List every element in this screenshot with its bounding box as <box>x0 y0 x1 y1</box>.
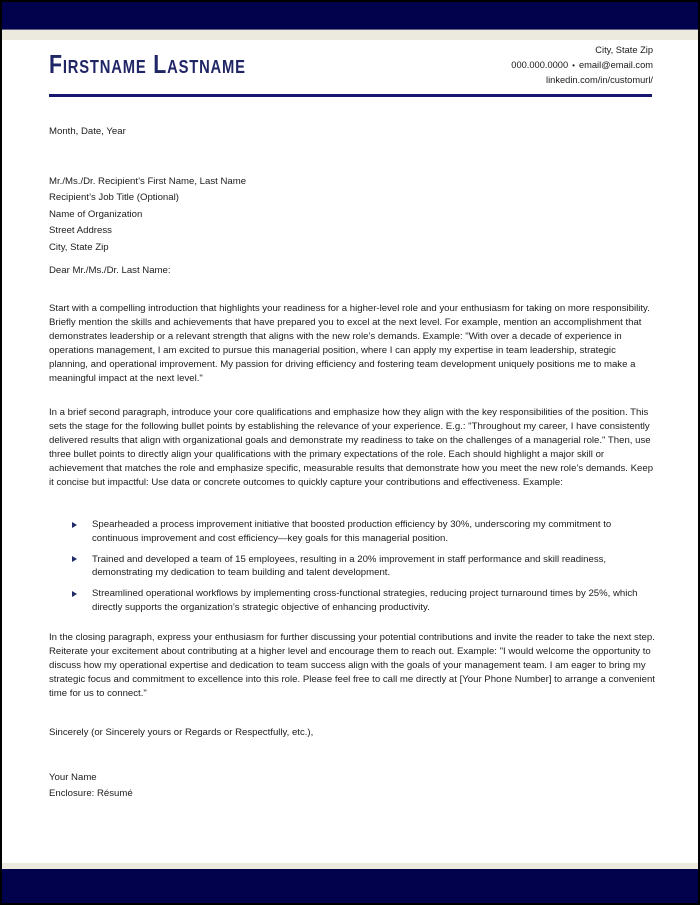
signoff-line: Sincerely (or Sincerely yours or Regards or Respectfully, etc.), <box>49 727 314 738</box>
last-name-text: Lastname <box>153 49 246 79</box>
contact-phone: 000.000.0000 <box>511 60 569 70</box>
signature-name: Your Name <box>49 772 97 783</box>
contact-linkedin: linkedin.com/in/customurl/ <box>546 75 653 85</box>
header-divider-rule <box>49 94 652 97</box>
closing-paragraph: In the closing paragraph, express your enthusiasm for further discussing your potential contributions and invite the reader to take the next step. Reiterate your excitement about contributing at a higher level and encourage them to reach out. Example: "I would welcome the opportunity to discuss how my operational expertise and dedication to team success align with the goals of your management team. I am eager to bring my strategic focus and commitment to excellence into this role. Please feel free to call me directly at [Your Phone Number] to arrange a convenient time for us to connect." <box>49 632 655 699</box>
triangle-bullet-icon <box>72 591 77 597</box>
top-beige-strip <box>2 30 698 40</box>
salutation-line: Dear Mr./Ms./Dr. Last Name: <box>49 265 171 276</box>
date-line: Month, Date, Year <box>49 126 126 137</box>
bullet-text: Spearheaded a process improvement initiative that boosted production efficiency by 30%, underscoring my commitment to continuous improvement and cost efficiency—key goals for this managerial position. <box>92 519 612 544</box>
bullet-item <box>49 518 657 546</box>
top-navy-band <box>2 2 698 30</box>
triangle-bullet-icon <box>72 556 77 562</box>
recipient-city-line: City, State Zip <box>49 241 109 253</box>
intro-paragraph: Start with a compelling introduction that highlights your readiness for a higher-level role and your enthusiasm for taking on more responsibility. Briefly mention the skills and achievements that have prepared you to excel at the next level. For example, mention an accomplishment that demonstrates leadership or a relevant strength that aligns with the new role’s demands. Example: "With over a decade of experience in operations management, I am excited to pursue this managerial position, where I can apply my expertise in team leadership, strategic planning, and operational improvement. My passion for driving efficiency and fostering team development uniquely positions me to make a meaningful impact at the next level." <box>49 303 650 384</box>
contact-phone-email-line <box>511 58 653 73</box>
bullet-item <box>49 553 657 581</box>
bullet-text: Trained and developed a team of 15 employees, resulting in a 20% improvement in staff performance and skill readiness, demonstrating my dedication to team building and talent development. <box>92 553 607 579</box>
bullet-text: Streamlined operational workflows by implementing cross-functional strategies, reducing project turnaround times by 25%, which directly supports the organization’s strategic objective of enhancing productivity. <box>92 588 638 613</box>
recipient-street-line: Street Address <box>49 225 112 237</box>
first-name-text: Firstname <box>49 49 147 79</box>
recipient-organization-line: Name of Organization <box>49 208 143 220</box>
contact-location: City, State Zip <box>595 45 653 55</box>
bullet-item <box>49 587 657 615</box>
recipient-title-line: Recipient’s Job Title (Optional) <box>49 192 179 204</box>
enclosure-line: Enclosure: Résumé <box>49 788 133 799</box>
bullet-separator: • <box>572 61 575 70</box>
signature-block <box>49 770 657 802</box>
qualifications-paragraph: In a brief second paragraph, introduce your core qualifications and emphasize how they align with the key responsibilities of the position. This sets the stage for the following bullet points by establishing the relevance of your experience. E.g.: "Throughout my career, I have consistently delivered results that align with organizational goals and demonstrate my readiness to take on the challenges of a managerial role." Then, use three bullet points to directly align your qualifications with the primary expectations of the role. Each should highlight a major skill or achievement that matches the role and emphasize specific, measurable results that demonstrate how you meet the new role’s demands. Keep it concise but impactful: Use data or concrete outcomes to quickly capture your contributions and effectiveness. Example: <box>49 407 654 488</box>
bottom-navy-band <box>2 869 698 903</box>
contact-block <box>511 43 653 88</box>
page-title-name <box>49 49 246 80</box>
contact-email: email@email.com <box>578 60 653 70</box>
triangle-bullet-icon <box>72 522 77 528</box>
achievement-bullet-list <box>49 518 657 622</box>
recipient-address-block <box>49 174 657 256</box>
recipient-name-line: Mr./Ms./Dr. Recipient’s First Name, Last Name <box>49 176 247 187</box>
